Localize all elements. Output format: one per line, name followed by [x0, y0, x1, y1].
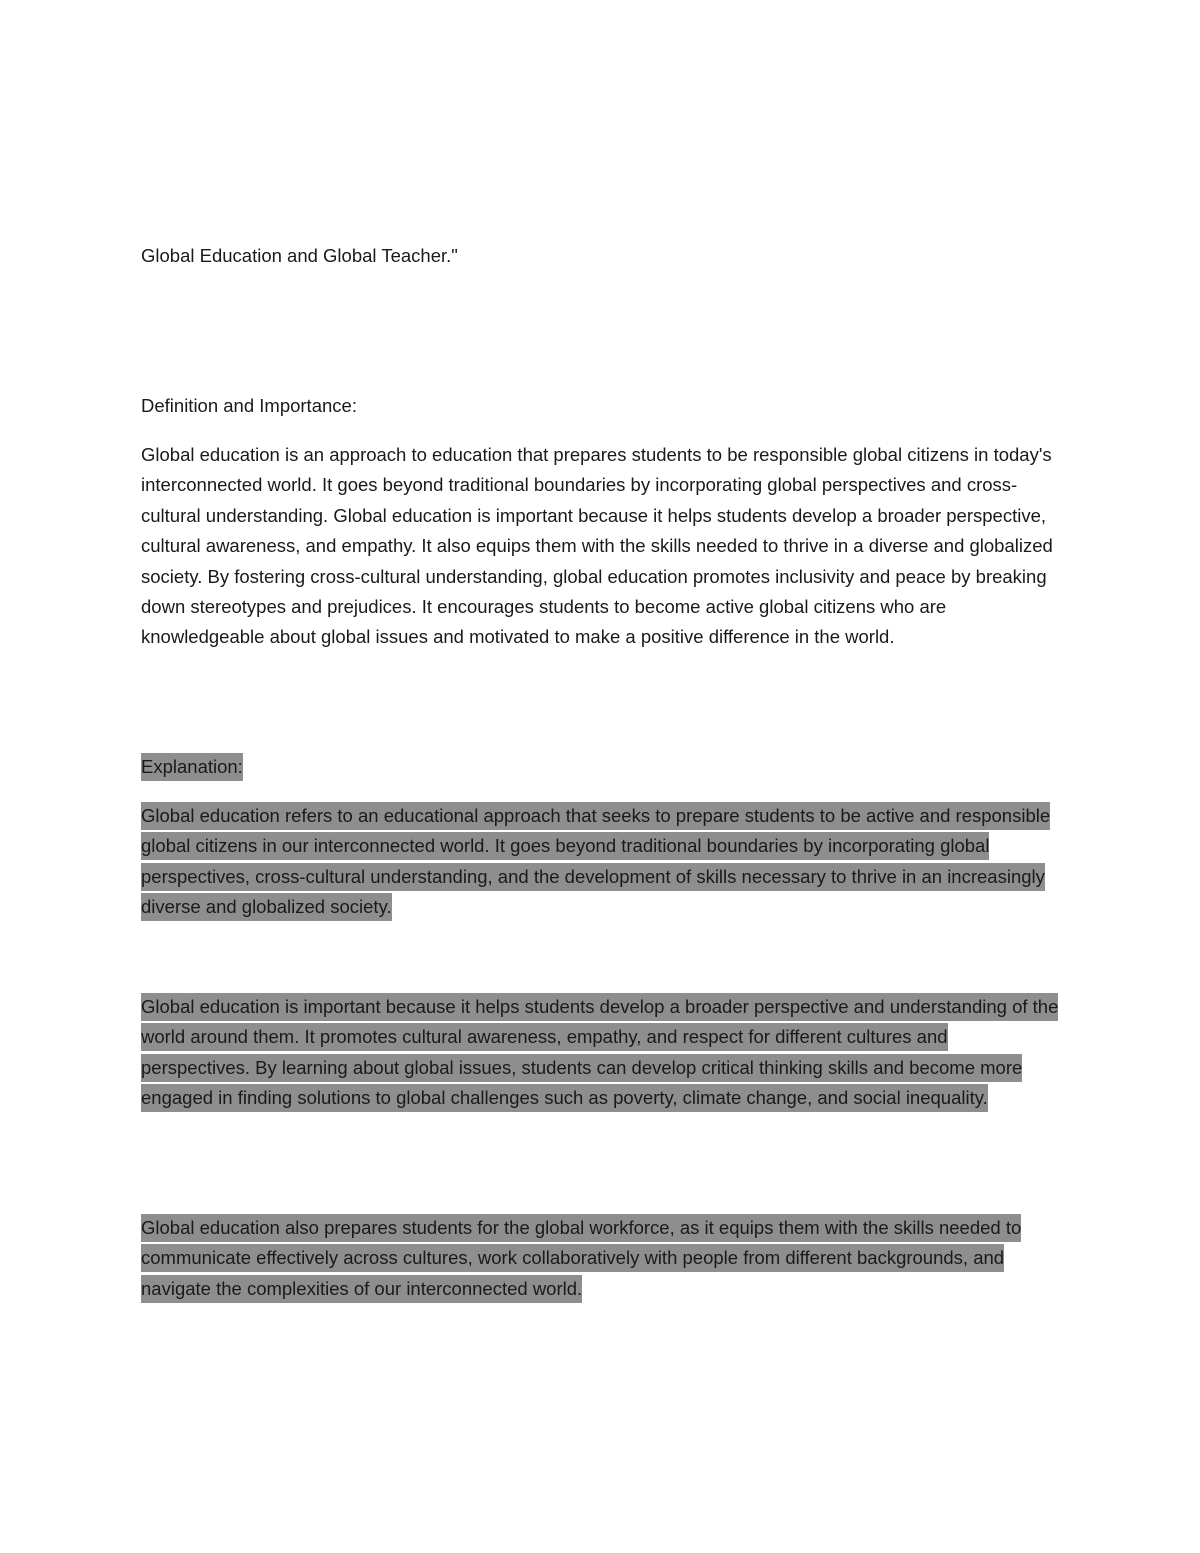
definition-paragraph-text: Global education is an approach to education that prepares students to be responsible global citizens in today's interconnected world. It goes beyond traditional boundaries by incorporating global perspectives and cross-cultural understanding. Global education is important because it helps students develop a broader perspective, cultural awareness, and empathy. It also equips them with the skills needed to thrive in a diverse and globalized society. By fostering cross-cultural understanding, global education promotes inclusivity and peace by breaking down stereotypes and prejudices. It encourages students to become active global citizens who are knowledgeable about global issues and motivated to make a positive difference in the world. [141, 444, 1053, 648]
explanation-heading-text: Explanation: [141, 753, 243, 781]
definition-heading-text: Definition and Importance: [141, 395, 357, 416]
explanation-paragraph-text: Global education refers to an educational approach that seeks to prepare students to be active and responsible global citizens in our interconnected world. It goes beyond traditional boundaries by incorporating global perspectives, cross-cultural understanding, and the development of skills necessary to thrive in an increasingly diverse and globalized society. [141, 802, 1050, 921]
explanation-heading [141, 752, 1061, 782]
document-title-text: Global Education and Global Teacher." [141, 245, 458, 266]
explanation-paragraph [141, 801, 1061, 923]
document-title [141, 241, 1061, 271]
explanation-paragraph-text: Global education also prepares students for the global workforce, as it equips them with the skills needed to communicate effectively across cultures, work collaboratively with people from different backgrounds, and navigate the complexities of our interconnected world. [141, 1214, 1021, 1303]
definition-paragraph [141, 440, 1061, 653]
explanation-paragraph [141, 1213, 1061, 1304]
explanation-paragraph [141, 992, 1061, 1114]
definition-heading [141, 391, 1061, 421]
explanation-paragraph-text: Global education is important because it helps students develop a broader perspective and understanding of the world around them. It promotes cultural awareness, empathy, and respect for different cultures and perspectives. By learning about global issues, students can develop critical thinking skills and become more engaged in finding solutions to global challenges such as poverty, climate change, and social inequality. [141, 993, 1058, 1112]
